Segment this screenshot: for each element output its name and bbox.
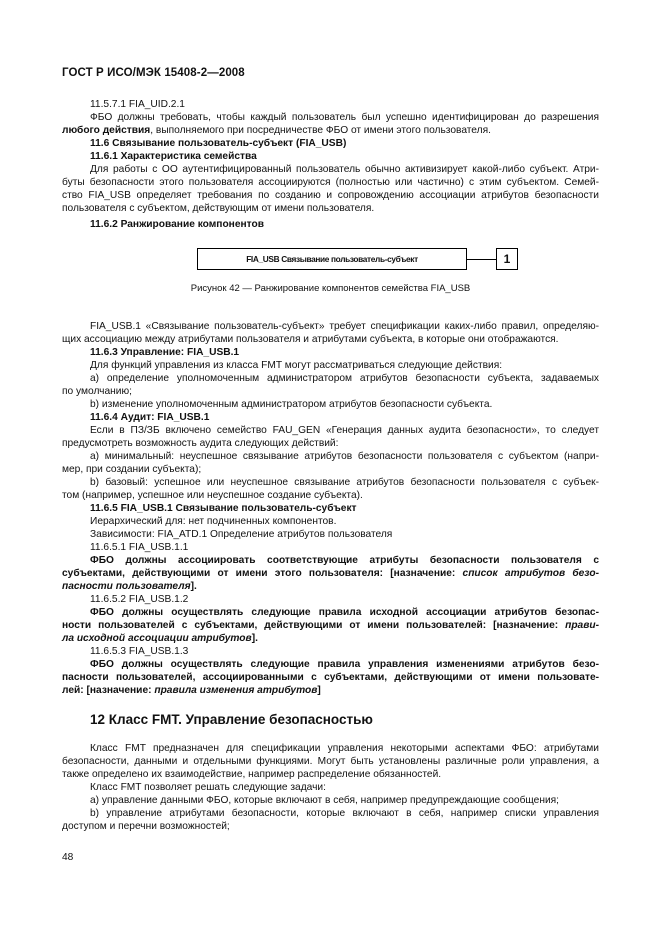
text-run: ла исходной ассоциации атрибутов	[62, 633, 252, 644]
text-run: прави-	[565, 620, 599, 631]
text-line	[90, 515, 599, 528]
subsection-heading	[90, 346, 599, 359]
text-run: правила изменения атрибутов	[154, 685, 318, 696]
text-run: 11.6.2 Ранжирование компонентов	[90, 219, 264, 230]
text-line	[62, 437, 599, 450]
text-run: 11.6.1 Характеристика семейства	[90, 151, 257, 162]
text-run: субъектами, действующими от имени этого пользователя: [назначение:	[62, 568, 463, 579]
text-run: 11.6.5.1 FIA_USB.1.1	[90, 542, 189, 553]
text-line	[62, 202, 599, 215]
document-header: ГОСТ Р ИСО/МЭК 15408-2—2008	[62, 67, 245, 79]
text-run: ности пользователей с субъектами, действующими от имени пользователей: [назначение:	[62, 620, 566, 631]
text-run: Для функций управления из класса FMT могут рассматриваться следующие действия:	[90, 360, 503, 371]
text-run: пасности пользователя	[62, 581, 191, 592]
text-run: список атрибутов безо-	[462, 568, 599, 579]
requirement-line	[62, 580, 599, 593]
text-run: пользователя с субъектом, действующим от имени пользователя.	[62, 203, 375, 214]
text-line	[62, 124, 599, 137]
text-run: a) минимальный: неуспешное связывание атрибутов безопасности пользователя с субъектом (напри-	[90, 451, 599, 462]
requirement-line	[90, 554, 599, 567]
page-number: 48	[62, 852, 74, 863]
text-run: пасности пользователей, ассоциированными с субъектами, действующими от имени пользовате-	[62, 672, 599, 683]
text-line	[62, 820, 599, 833]
clause-number	[90, 645, 599, 658]
text-run: по умолчанию;	[62, 386, 132, 397]
list-item	[90, 794, 599, 807]
text-line	[90, 163, 599, 176]
text-line	[62, 463, 599, 476]
text-run: , выполняемого при посредничестве ФБО от имени этого пользователя.	[150, 125, 491, 136]
requirement-line	[90, 606, 599, 619]
text-run: b) управление атрибутами безопасности, которые включают в себя, например списки управления	[90, 808, 599, 819]
text-run: ФБО должны требовать, чтобы каждый пользователь был успешно идентифицирован до разрешения	[90, 112, 599, 123]
text-run: 11.6.5.3 FIA_USB.1.3	[90, 646, 189, 657]
connector-line	[467, 259, 496, 260]
list-item	[90, 807, 599, 820]
text-run: ]	[317, 685, 321, 696]
text-line	[62, 385, 599, 398]
subsection-heading	[90, 150, 599, 163]
text-line	[90, 320, 599, 333]
text-run: 11.6.5 FIA_USB.1 Связывание пользователь-субъект	[90, 503, 357, 514]
requirement-line	[62, 632, 599, 645]
clause-number	[90, 98, 599, 111]
requirement-line	[62, 671, 599, 684]
text-run: ФБО должны осуществлять следующие правила управления изменениями атрибутов безо-	[90, 659, 599, 670]
list-item	[90, 372, 599, 385]
list-item	[90, 398, 599, 411]
text-run: FIA_USB.1 «Связывание пользователь-субъект» требует спецификации каких-либо правил, определяю-	[90, 321, 599, 332]
component-box: FIA_USB Связывание пользователь-субъект	[197, 248, 467, 270]
figure-caption: Рисунок 42 — Ранжирование компонентов семейства FIA_USB	[190, 283, 471, 294]
text-run: безопасности, данными и отдельными функциями. Могут быть установлены различные роли управления, а	[62, 756, 599, 767]
text-run: a) управление данными ФБО, которые включают в себя, например предупреждающие сообщения;	[90, 795, 559, 806]
text-run: ство FIA_USB определяет требования по созданию и сопровождению ассоциации атрибутов безопасности	[62, 190, 599, 201]
text-run: b) изменение уполномоченным администратором атрибутов безопасности субъекта.	[90, 399, 493, 410]
text-line	[62, 189, 599, 202]
text-run: буты безопасности этого пользователя ассоциируются (полностью или частично) с этим субъектом. Семей-	[62, 177, 599, 188]
text-run: мер, при создании субъекта);	[62, 464, 202, 475]
text-run: a) определение уполномоченным администратором атрибутов безопасности субъекта, задаваемых	[90, 373, 599, 384]
text-run: b) базовый: успешное или неуспешное связывание атрибутов безопасности пользователя с субъек-	[90, 477, 599, 488]
subsection-heading	[90, 411, 599, 424]
text-run: Если в ПЗ/ЗБ включено семейство FAU_GEN «Генерация данных аудита безопасности», то следует	[90, 425, 599, 436]
text-run: ФБО должны ассоциировать соответствующие атрибуты безопасности пользователя с	[90, 555, 599, 566]
subsection-heading	[90, 137, 599, 150]
text-run: любого действия	[62, 125, 151, 136]
text-line	[62, 489, 599, 502]
text-line	[90, 111, 599, 124]
text-run: лей: [назначение:	[62, 685, 155, 696]
text-run: Класс FMT позволяет решать следующие задачи:	[90, 782, 326, 793]
text-run: 11.6.4 Аудит: FIA_USB.1	[90, 412, 210, 423]
text-line	[62, 768, 599, 781]
text-run: ].	[190, 581, 197, 592]
subsection-heading	[90, 218, 599, 231]
text-run: щих ассоциацию между атрибутами пользователя и атрибутами субъекта, в которые они отображаются.	[62, 334, 559, 345]
text-run: 11.6 Связывание пользователь-субъект (FIA_USB)	[90, 138, 347, 149]
text-run: Для работы с ОО аутентифицированный пользователь обычно активизирует какой-либо субъект. Атри-	[90, 164, 599, 175]
text-run: ФБО должны осуществлять следующие правила исходной ассоциации атрибутов безопас-	[90, 607, 599, 618]
text-run: также определено их взаимодействие, например распределение обязанностей.	[62, 769, 442, 780]
text-line	[90, 742, 599, 755]
text-run: Зависимости: FIA_ATD.1 Определение атрибутов пользователя	[90, 529, 393, 540]
list-item	[90, 450, 599, 463]
requirement-line	[62, 684, 599, 697]
component-number-box: 1	[496, 248, 518, 270]
clause-number	[90, 541, 599, 554]
text-run: предусмотреть возможность аудита следующих действий:	[62, 438, 339, 449]
text-line	[62, 755, 599, 768]
text-line	[90, 528, 599, 541]
text-run: 11.6.5.2 FIA_USB.1.2	[90, 594, 189, 605]
text-line	[90, 781, 599, 794]
text-run: ].	[251, 633, 258, 644]
text-run: 11.5.7.1 FIA_UID.2.1	[90, 99, 185, 110]
text-run: том (например, успешное или неуспешное создание субъекта).	[62, 490, 363, 501]
text-run: Класс FMT предназначен для спецификации управления некоторыми аспектами ФБО: атрибутами	[90, 743, 599, 754]
text-line	[90, 359, 599, 372]
subsection-heading	[90, 502, 599, 515]
text-line	[62, 333, 599, 346]
requirement-line	[62, 567, 599, 580]
text-line	[62, 176, 599, 189]
text-line	[90, 424, 599, 437]
text-run: 11.6.3 Управление: FIA_USB.1	[90, 347, 240, 358]
section-heading: 12 Класс FMT. Управление безопасностью	[90, 712, 373, 727]
requirement-line	[62, 619, 599, 632]
text-run: доступом и перечни возможностей;	[62, 821, 230, 832]
clause-number	[90, 593, 599, 606]
text-run: Иерархический для: нет подчиненных компонентов.	[90, 516, 337, 527]
list-item	[90, 476, 599, 489]
component-ranking-figure	[62, 244, 599, 304]
requirement-line	[90, 658, 599, 671]
